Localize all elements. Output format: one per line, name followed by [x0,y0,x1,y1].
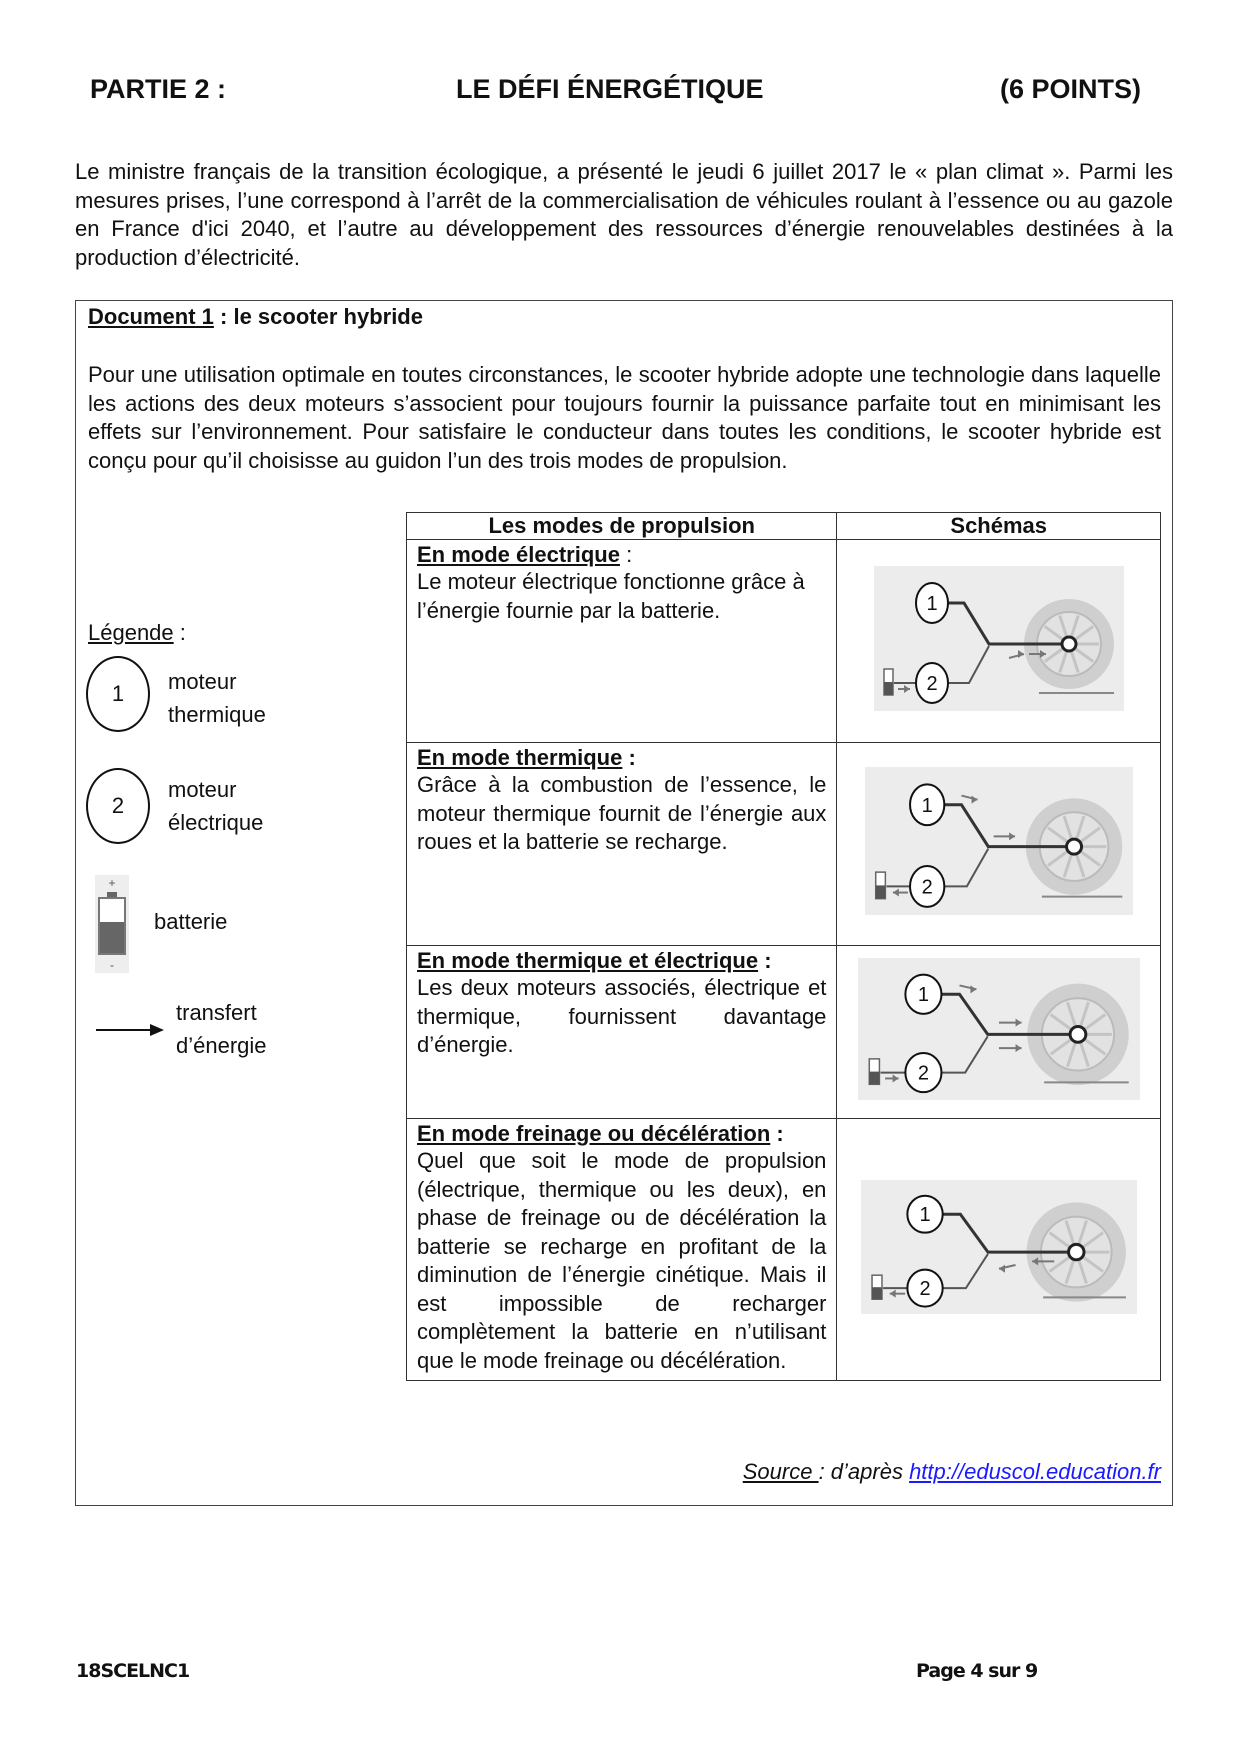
mode-description: Grâce à la combustion de l’essence, le moteur thermique fournit de l’énergie aux roues et la batterie se recharge. [417,772,827,854]
legend-item-thermal-motor [168,665,266,731]
motor-2-circle-label: 2 [919,1277,931,1300]
document-title [88,304,423,330]
part-label: PARTIE 2 : [90,74,227,104]
schema-battery-charge [869,1072,879,1085]
legend-text: thermique [168,702,266,727]
mode-cell [407,540,837,743]
document-title-suffix: : le scooter hybride [213,304,423,329]
wheel-hub [1062,637,1076,651]
braking-mode-schema [861,1180,1137,1314]
schema-cell [837,743,1161,946]
legend-text: électrique [168,810,264,835]
mode-title: En mode freinage ou décélération [417,1121,771,1146]
thermal-mode-schema [865,767,1133,915]
motor-2-circle-label: 2 [926,672,938,695]
legend-symbol-2: 2 [111,793,125,818]
document-label: Document 1 [88,304,214,329]
mode-description: Les deux moteurs associés, électrique et thermique, fournissent davantage d’énergie. [417,975,827,1057]
mode-cell [407,743,837,946]
points-label: (6 POINTS) [1000,74,1142,104]
legend-symbol-1: 1 [111,681,125,706]
mode-description: Quel que soit le mode de propulsion (électrique, thermique ou les deux), en phase de freinage ou de décélération la batterie se recharge en profitant de la diminution de l’énergie cinétique. Mais il est impossible de recharger complètement la batterie en n’utilisant que le mode freinage ou décélération. [417,1148,827,1373]
table-row [407,743,1161,946]
circle-2-icon [86,768,150,844]
table-row [407,1119,1161,1381]
source-text: : d’après [818,1459,910,1484]
mode-cell [407,946,837,1119]
schema-battery-charge [875,885,885,898]
svg-text:+: + [108,876,116,890]
legend-colon: : [173,620,186,645]
legend-title-text: Légende [88,620,174,645]
table-header-row [407,513,1161,540]
motor-2-circle-label: 2 [917,1062,929,1085]
motor-1-circle-label: 1 [921,794,933,817]
mode-title-suffix: : [770,1121,784,1146]
source-link[interactable]: http://eduscol.education.fr [909,1459,1161,1484]
page-title: LE DÉFI ÉNERGÉTIQUE [456,74,764,104]
mode-title-suffix: : [758,948,772,973]
source-label: Source [742,1459,819,1484]
mode-title: En mode thermique [417,745,623,770]
mode-title-suffix: : [619,542,633,567]
legend-text: moteur [168,777,237,802]
schema-battery-charge [872,1287,882,1299]
mode-title-suffix: : [622,745,636,770]
motor-2-circle-label: 2 [921,876,933,899]
mode-description: Le moteur électrique fonctionne grâce à l’énergie fournie par la batterie. [417,569,805,623]
mode-title: En mode thermique et électrique [417,948,759,973]
wheel-hub [1066,839,1081,854]
legend-item-energy-transfer [176,996,267,1062]
legend-text: d’énergie [176,1033,267,1058]
schema-cell [837,946,1161,1119]
wheel-hub [1068,1244,1083,1259]
circle-1-icon [86,656,150,732]
footer-page-number: Page 4 sur 9 [916,1660,1038,1682]
legend-text: transfert [176,1000,257,1025]
motor-1-circle-label: 1 [919,1203,931,1226]
document-paragraph: Pour une utilisation optimale en toutes circonstances, le scooter hybride adopte une technologie dans laquelle les actions des deux moteurs s’associent pour toujours fournir la puissance parfaite tout en minimisant les effets sur l’environnement. Pour satisfaire le conducteur dans toutes les conditions, le scooter hybride est conçu pour qu’il choisisse au guidon l’un des trois modes de propulsion. [88,362,1161,473]
header-schemas: Schémas [837,513,1161,540]
mode-cell [407,1119,837,1381]
mode-title: En mode électrique [417,542,620,567]
table-row [407,540,1161,743]
wheel-hub [1070,1026,1086,1042]
footer-code: 18SCELNC1 [76,1660,190,1682]
table-row [407,946,1161,1119]
propulsion-modes-table [406,512,1161,1381]
combined-mode-schema [858,958,1140,1100]
schema-cell [837,540,1161,743]
schema-battery-charge [884,682,893,695]
svg-text:-: - [110,958,114,972]
legend-title [88,620,186,646]
motor-1-circle-label: 1 [926,592,938,615]
legend-item-electric-motor [168,773,263,839]
battery-icon [95,875,129,973]
header-modes: Les modes de propulsion [407,513,837,540]
source-line [743,1459,1161,1485]
intro-paragraph: Le ministre français de la transition écologique, a présenté le jeudi 6 juillet 2017 le « plan climat ». Parmi les mesures prises, l’une correspond à l’arrêt de la commercialisation de véhicules roulant à l’essence ou au gazole en France d'ici 2040, et l’autre au développement des ressources d’énergie renouvelables destinées à la production d’électricité. [75,159,1173,270]
electric-mode-schema [874,566,1124,711]
schema-cell [837,1119,1161,1381]
arrow-right-icon [96,1022,166,1038]
legend-item-battery: batterie [154,909,228,934]
motor-1-circle-label: 1 [917,984,929,1007]
legend-text: moteur [168,669,237,694]
